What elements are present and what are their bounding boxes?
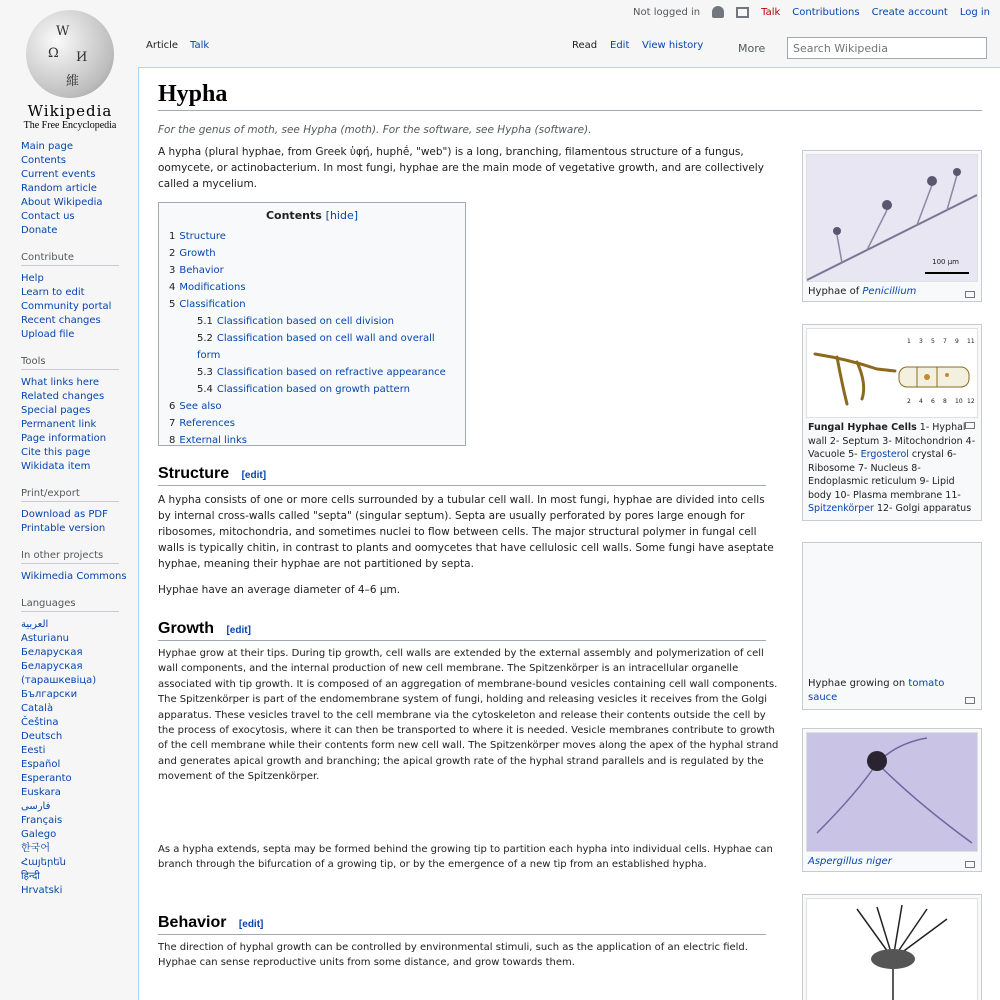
sidebar-print-item-1[interactable]: Printable version: [21, 523, 106, 534]
talk-link[interactable]: Talk: [761, 6, 781, 18]
sidebar-contribute-item-4[interactable]: Upload file: [21, 329, 75, 340]
sidebar-tools-item-6[interactable]: Wikidata item: [21, 461, 91, 472]
penicillium-link[interactable]: Penicillium: [862, 286, 917, 297]
scale-bar-label: 100 µm: [932, 258, 959, 266]
sidebar-language-item-3[interactable]: Беларуская (тарашкевіца): [21, 661, 97, 686]
toc-hide-label: hide: [329, 209, 354, 222]
structure-paragraph-1: A hypha consists of one or more cells surrounded by a tubular cell wall. In most fungi, hyphae are divided into cells by internal cross-walls called "septa" (singular septum). Septa are usually perforated by pores large enough for ribosomes, mitochondria, and sometimes nuclei to flow between cells. The major structural polymer in fungal cell walls is typically chitin, in contrast to plants and oomycetes that have cellulosic cell walls. Some fungi have aseptate hyphae, meaning their hyphae are not partitioned by septa.: [158, 494, 774, 570]
sidebar-language-item-17[interactable]: हिन्दी: [21, 871, 40, 882]
contribute-heading: Contribute: [21, 252, 119, 266]
article-content: [138, 67, 1000, 1000]
toc-hide-toggle[interactable]: [hide]: [325, 209, 359, 222]
diagram-number: 4: [919, 398, 923, 405]
toc-item[interactable]: [169, 415, 455, 432]
more-menu[interactable]: More: [738, 42, 766, 55]
personal-tools: [633, 6, 990, 18]
toc-label: Modifications: [179, 282, 246, 293]
sidebar-item-1[interactable]: Contents: [21, 155, 66, 166]
sidebar-navigation: [21, 140, 138, 238]
toc-number: 5.4: [197, 384, 213, 395]
sidebar-item-6[interactable]: Donate: [21, 225, 58, 236]
sidebar-language-item-7[interactable]: Deutsch: [21, 731, 63, 742]
wikipedia-logo[interactable]: [10, 10, 130, 130]
sidebar-language-item-1[interactable]: Asturianu: [21, 633, 70, 644]
tab-read[interactable]: Read: [572, 40, 598, 51]
section-heading-behavior: [158, 914, 766, 935]
behavior-paragraph-1: The direction of hyphal growth can be controlled by environmental stimuli, such as the application of an electric field. Hyphae can sense reproductive units from some distance, and grow towards them.: [158, 942, 748, 969]
sidebar-language-item-14[interactable]: Galego: [21, 829, 57, 840]
toc-number: 5.1: [197, 316, 213, 327]
sidebar-language-item-6[interactable]: Čeština: [21, 717, 59, 728]
diagram-number: 3: [919, 338, 923, 345]
sidebar: [0, 140, 138, 898]
thumb-tomato-sauce[interactable]: [802, 542, 982, 710]
diagram-number: 9: [955, 338, 959, 345]
toc-item[interactable]: [169, 381, 455, 398]
toc-item[interactable]: [169, 330, 455, 364]
sidebar-language-item-12[interactable]: فارسی: [21, 801, 51, 812]
sidebar-contribute: [21, 272, 138, 342]
caption-text: Hyphae growing on: [808, 678, 909, 689]
conidiophore-illustration: [806, 898, 978, 1000]
edit-label: edit: [229, 625, 248, 636]
diagram-number: 10: [955, 398, 963, 405]
create-account-link[interactable]: Create account: [871, 6, 948, 18]
diagram-number: 12: [967, 398, 975, 405]
edit-label: edit: [244, 470, 263, 481]
sidebar-language-item-4[interactable]: Български: [21, 689, 78, 700]
toc-label: Classification: [179, 299, 246, 310]
globe-icon: Ω И 維 W: [26, 10, 114, 98]
thumb-hyphae-cells[interactable]: [802, 324, 982, 521]
diagram-number: 8: [943, 398, 947, 405]
languages-heading: Languages: [21, 598, 119, 612]
sidebar-languages: [21, 618, 138, 898]
sidebar-language-item-16[interactable]: Հայերեն: [21, 857, 66, 868]
toc-label: References: [179, 418, 235, 429]
structure-paragraph-2: Hyphae have an average diameter of 4–6 µm.: [158, 584, 401, 596]
tab-edit[interactable]: Edit: [610, 40, 630, 51]
sidebar-projects: [21, 570, 138, 584]
aspergillus-image: [806, 732, 978, 852]
enlarge-icon[interactable]: [965, 861, 975, 868]
diagram-number: 2: [907, 398, 911, 405]
sidebar-item-2[interactable]: Current events: [21, 169, 96, 180]
sidebar-tools-item-1[interactable]: Related changes: [21, 391, 105, 402]
section-heading-structure: [158, 465, 766, 486]
enlarge-icon[interactable]: [965, 697, 975, 704]
toc-number: 5.3: [197, 367, 213, 378]
thumb-aspergillus[interactable]: [802, 728, 982, 872]
edit-structure-link[interactable]: [edit]: [241, 470, 267, 481]
toc-number: 2: [169, 248, 176, 259]
diagram-number: 5: [931, 338, 935, 345]
search-input[interactable]: [787, 37, 987, 59]
sidebar-language-item-9[interactable]: Español: [21, 759, 61, 770]
hyphae-cells-diagram: [806, 328, 978, 418]
edit-label: edit: [242, 919, 261, 930]
toc-item[interactable]: [169, 245, 455, 262]
sidebar-contribute-item-3[interactable]: Recent changes: [21, 315, 101, 326]
edit-behavior-link[interactable]: [edit]: [238, 919, 264, 930]
toc-item[interactable]: [169, 228, 455, 245]
toc-label: Growth: [179, 248, 216, 259]
toc-number: 5: [169, 299, 176, 310]
sidebar-tools-item-5[interactable]: Cite this page: [21, 447, 91, 458]
sidebar-item-4[interactable]: About Wikipedia: [21, 197, 103, 208]
tools-heading: Tools: [21, 356, 119, 370]
hatnote: For the genus of moth, see Hypha (moth). For the software, see Hypha (software).: [158, 124, 592, 136]
notices-icon[interactable]: [736, 7, 749, 18]
toc-number: 5.2: [197, 333, 213, 344]
sidebar-tools-item-0[interactable]: What links here: [21, 377, 100, 388]
sidebar-print-item-0[interactable]: Download as PDF: [21, 509, 108, 520]
toc-item[interactable]: [169, 398, 455, 415]
tomato-sauce-link[interactable]: tomato sauce: [808, 678, 945, 703]
toc-number: 8: [169, 435, 176, 446]
toc-number: 3: [169, 265, 176, 276]
growth-paragraph-2: As a hypha extends, septa may be formed behind the growing tip to partition each hypha into individual cells. Hyphae can branch through the bifurcation of a growing tip, or by the emergence of a new tip from an established hypha.: [158, 844, 773, 871]
diagram-number: 1: [907, 338, 911, 345]
sidebar-project-item-0[interactable]: Wikimedia Commons: [21, 571, 127, 582]
sidebar-contribute-item-2[interactable]: Community portal: [21, 301, 112, 312]
thumb-caption: [806, 418, 978, 519]
toc-heading: Contents: [265, 209, 322, 222]
sidebar-tools-item-2[interactable]: Special pages: [21, 405, 91, 416]
sidebar-tools: [21, 376, 138, 474]
toc-title: [169, 209, 455, 222]
heading-text: Growth: [158, 620, 214, 637]
toc-label: Classification based on cell wall and overall form: [197, 333, 435, 361]
thumb-caption: [806, 674, 978, 708]
sidebar-language-item-8[interactable]: Eesti: [21, 745, 46, 756]
heading-text: Behavior: [158, 914, 227, 931]
section-heading-growth: [158, 620, 766, 641]
toc-item[interactable]: [169, 296, 455, 313]
page-title: Hypha: [158, 81, 982, 111]
logo-tagline: The Free Encyclopedia: [23, 120, 117, 131]
toc-label: External links: [179, 435, 247, 446]
spitzenkorper-link[interactable]: Spitzenkörper: [808, 503, 874, 514]
toc-label: Structure: [179, 231, 226, 242]
sidebar-tools-item-3[interactable]: Permanent link: [21, 419, 97, 430]
toc-item[interactable]: [169, 279, 455, 296]
diagram-number: 7: [943, 338, 947, 345]
sidebar-item-3[interactable]: Random article: [21, 183, 97, 194]
caption-text-3: 12- Golgi apparatus: [873, 503, 972, 514]
not-logged-in-text: Not logged in: [633, 6, 701, 18]
sidebar-language-item-18[interactable]: Hrvatski: [21, 885, 63, 896]
toc-item[interactable]: [169, 432, 455, 449]
toc-label: Classification based on growth pattern: [216, 384, 410, 395]
page-tabs: [140, 34, 1000, 67]
toc-number: 7: [169, 418, 176, 429]
log-in-link[interactable]: Log in: [959, 6, 990, 18]
sidebar-language-item-2[interactable]: Беларуская: [21, 647, 83, 658]
sidebar-language-item-13[interactable]: Français: [21, 815, 63, 826]
table-of-contents: [158, 202, 466, 446]
tomato-sauce-image: [806, 546, 978, 674]
diagram-number: 6: [931, 398, 935, 405]
toc-label: Behavior: [179, 265, 224, 276]
sidebar-language-item-11[interactable]: Euskara: [21, 787, 61, 798]
toc-label: Classification based on refractive appearance: [216, 367, 446, 378]
enlarge-icon[interactable]: [965, 291, 975, 298]
heading-text: Structure: [158, 465, 230, 482]
enlarge-icon[interactable]: [965, 422, 975, 429]
thumb-caption: [806, 282, 978, 302]
print-heading: Print/export: [21, 488, 119, 502]
caption-text: 1- Hyphal wall 2- Septum 3- Mitochondrion 4- Vacuole 5-: [808, 422, 976, 460]
sidebar-contribute-item-0[interactable]: Help: [21, 273, 44, 284]
growth-paragraph-1: Hyphae grow at their tips. During tip growth, cell walls are extended by the external assembly and polymerization of cell wall components, and the internal production of new cell membrane. The Spitzenkörper is an intracellular organelle associated with tip growth. It is composed of an aggregation of membrane-bound vesicles containing cell wall components. The Spitzenkörper is part of the endomembrane system of fungi, holding and releasing vesicles it receives from the Golgi apparatus. These vesicles travel to the cell membrane via the cytoskeleton and release their contents outside the cell by the process of exocytosis, where it can then be transported to where it is needed. Vesicle membranes contribute to growth of the cell membrane while their contents form new cell wall. The Spitzenkörper moves along the apex of the hyphal strand and generates apical growth and branching; the apical growth rate of the hyphal strand parallels and is regulated by the movement of the Spitzenkörper.: [158, 648, 779, 783]
ergosterol-link[interactable]: Ergosterol: [860, 449, 909, 460]
sidebar-language-item-0[interactable]: العربية: [21, 619, 49, 630]
sidebar-contribute-item-1[interactable]: Learn to edit: [21, 287, 85, 298]
tab-article[interactable]: Article: [146, 40, 179, 51]
sidebar-language-item-15[interactable]: 한국어: [21, 843, 50, 854]
thumb-caption: [806, 852, 978, 872]
thumb-conidiophore[interactable]: [802, 894, 982, 1000]
sidebar-language-item-5[interactable]: Català: [21, 703, 54, 714]
toc-number: 1: [169, 231, 176, 242]
toc-number: 6: [169, 401, 176, 412]
sidebar-item-0[interactable]: Main page: [21, 141, 74, 152]
toc-item[interactable]: [169, 262, 455, 279]
edit-growth-link[interactable]: [edit]: [226, 625, 251, 636]
toc-item[interactable]: [169, 313, 455, 330]
diagram-number: 11: [967, 338, 975, 345]
thumb-penicillium[interactable]: [802, 150, 982, 302]
toc-label: Classification based on cell division: [216, 316, 394, 327]
tab-view-history[interactable]: View history: [642, 40, 704, 51]
projects-heading: In other projects: [21, 550, 119, 564]
caption-text-2: crystal 6- Ribosome 7- Nucleus 8- Endoplasmic reticulum 9- Lipid body 10- Plasma membrane 11-: [808, 449, 961, 501]
sidebar-language-item-10[interactable]: Esperanto: [21, 773, 72, 784]
aspergillus-link[interactable]: Aspergillus niger: [808, 856, 892, 867]
toc-number: 4: [169, 282, 176, 293]
penicillium-image: [806, 154, 978, 282]
contributions-link[interactable]: Contributions: [792, 6, 860, 18]
caption-text: Hyphae of: [808, 286, 863, 297]
tab-talk[interactable]: Talk: [190, 40, 210, 51]
toc-list: [169, 228, 455, 449]
toc-item[interactable]: [169, 364, 455, 381]
intro-paragraph: A hypha (plural hyphae, from Greek ὑφή, huphḗ, "web") is a long, branching, filamentous structure of a fungus, oomycete, or actinobacterium. In most fungi, hyphae are the main mode of vegetative growth, and are collectively called a mycelium.: [158, 146, 764, 190]
toc-label: See also: [179, 401, 222, 412]
bell-icon[interactable]: [712, 6, 724, 18]
sidebar-tools-item-4[interactable]: Page information: [21, 433, 107, 444]
caption-bold: Fungal Hyphae Cells: [808, 422, 917, 433]
sidebar-item-5[interactable]: Contact us: [21, 211, 75, 222]
sidebar-print: [21, 508, 138, 536]
logo-wordmark: Wikipedia: [27, 102, 113, 120]
